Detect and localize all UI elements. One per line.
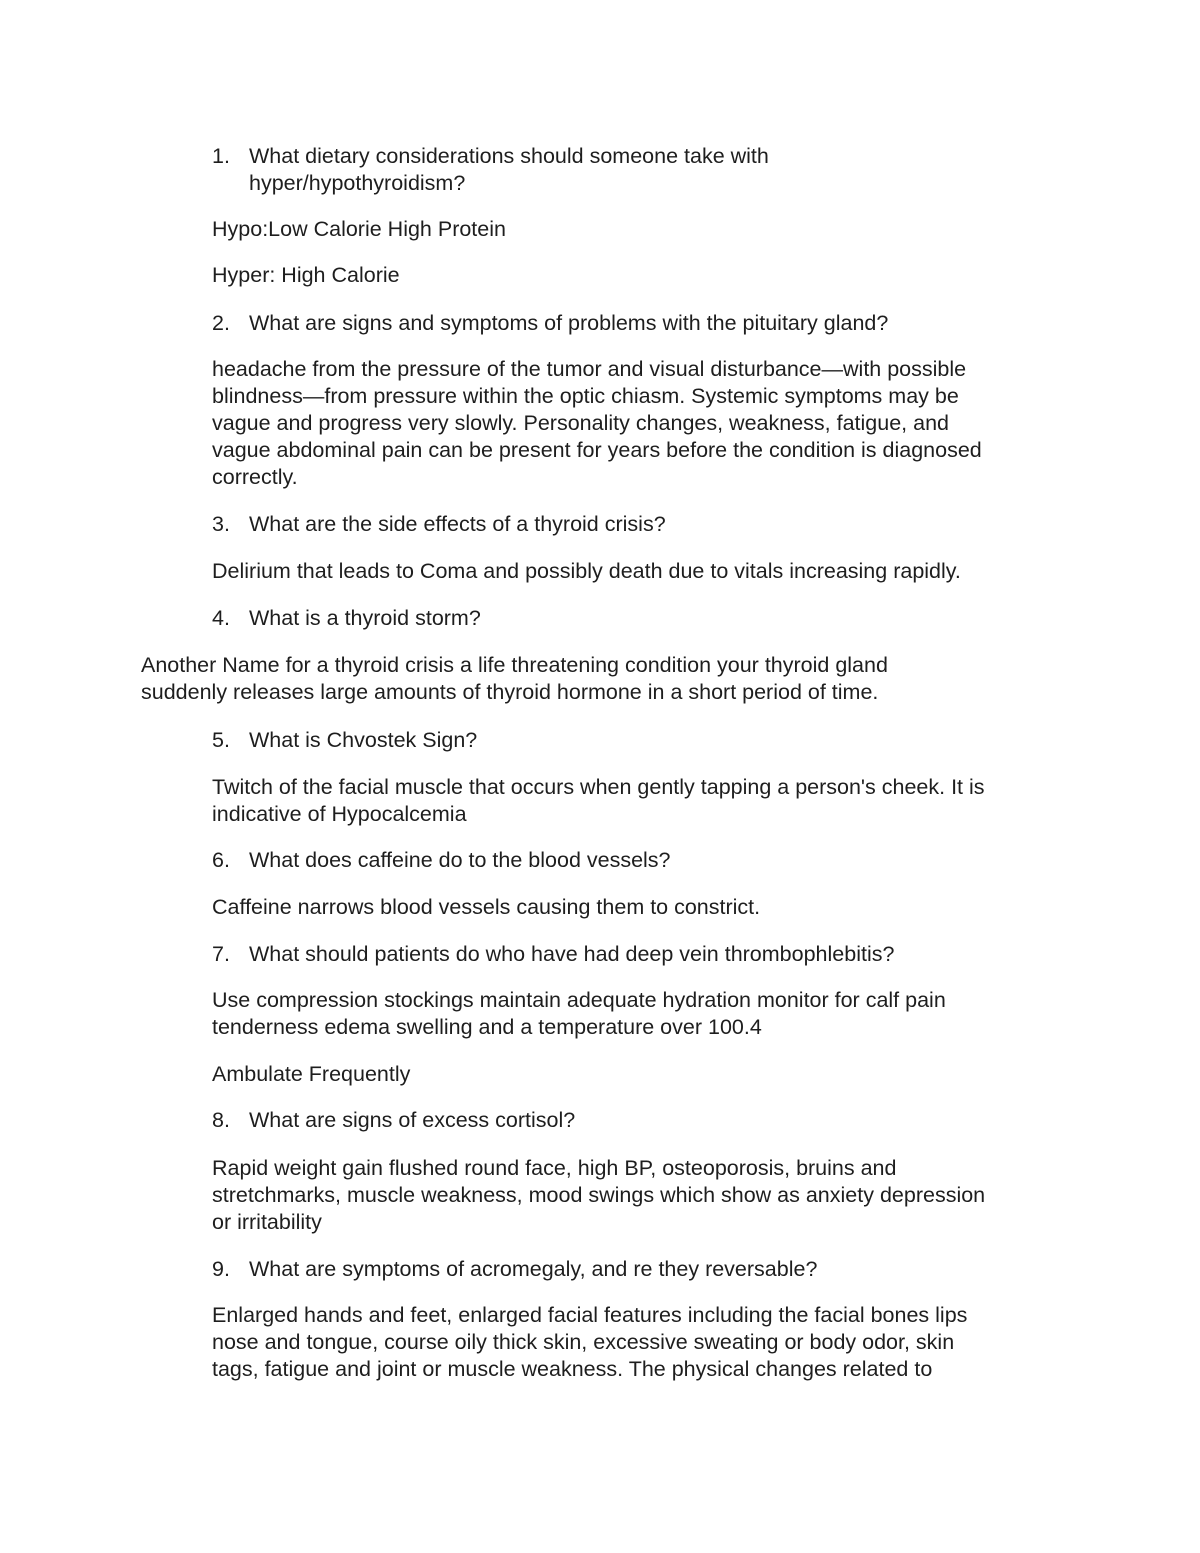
answer-7 (212, 987, 946, 1041)
answer-line: Enlarged hands and feet, enlarged facial features including the facial bones lips (212, 1303, 968, 1327)
question-line: hyper/hypothyroidism? (249, 171, 466, 195)
question-4 (212, 605, 481, 632)
question-2 (212, 310, 888, 337)
answer-line: tenderness edema swelling and a temperature over 100.4 (212, 1015, 762, 1039)
answer-line: stretchmarks, muscle weakness, mood swings which show as anxiety depression (212, 1183, 986, 1207)
answer-7-ambulate: Ambulate Frequently (212, 1062, 411, 1086)
question-text: What is Chvostek Sign? (249, 728, 478, 752)
answer-6: Caffeine narrows blood vessels causing them to constrict. (212, 895, 761, 919)
answer-8 (212, 1155, 985, 1236)
question-text (249, 143, 769, 197)
answer-3: Delirium that leads to Coma and possibly death due to vitals increasing rapidly. (212, 559, 961, 583)
answer-1-hyper: Hyper: High Calorie (212, 263, 400, 287)
question-line: What dietary considerations should someone take with (249, 144, 769, 168)
answer-5 (212, 774, 985, 828)
question-text: What should patients do who have had deep vein thrombophlebitis? (249, 942, 895, 966)
answer-line: headache from the pressure of the tumor and visual disturbance—with possible (212, 357, 967, 381)
question-text: What does caffeine do to the blood vessels? (249, 848, 671, 872)
question-number: 7. (212, 942, 230, 966)
question-6 (212, 847, 671, 874)
answer-9 (212, 1302, 967, 1383)
question-number: 2. (212, 311, 230, 335)
answer-line: correctly. (212, 465, 298, 489)
question-text: What are symptoms of acromegaly, and re they reversable? (249, 1257, 818, 1281)
answer-2 (212, 356, 982, 491)
question-8 (212, 1107, 575, 1134)
question-number: 3. (212, 512, 230, 536)
answer-line: tags, fatigue and joint or muscle weakness. The physical changes related to (212, 1357, 933, 1381)
question-number: 9. (212, 1257, 230, 1281)
question-number: 8. (212, 1108, 230, 1132)
question-text: What are the side effects of a thyroid crisis? (249, 512, 666, 536)
question-text: What is a thyroid storm? (249, 606, 481, 630)
answer-line: Use compression stockings maintain adequate hydration monitor for calf pain (212, 988, 946, 1012)
answer-line: vague and progress very slowly. Personality changes, weakness, fatigue, and (212, 411, 949, 435)
answer-line: or irritability (212, 1210, 322, 1234)
question-3 (212, 511, 666, 538)
answer-4 (141, 652, 888, 706)
question-number: 1. (212, 144, 230, 168)
answer-line: Twitch of the facial muscle that occurs when gently tapping a person's cheek. It is (212, 775, 985, 799)
answer-line: Rapid weight gain flushed round face, high BP, osteoporosis, bruins and (212, 1156, 897, 1180)
question-7 (212, 941, 894, 968)
answer-1-hypo: Hypo:Low Calorie High Protein (212, 217, 506, 241)
answer-line: suddenly releases large amounts of thyroid hormone in a short period of time. (141, 680, 879, 704)
question-number: 5. (212, 728, 230, 752)
answer-line: nose and tongue, course oily thick skin, excessive sweating or body odor, skin (212, 1330, 955, 1354)
question-9 (212, 1256, 817, 1283)
question-number: 6. (212, 848, 230, 872)
question-5 (212, 727, 477, 754)
question-1 (212, 143, 769, 197)
answer-line: indicative of Hypocalcemia (212, 802, 467, 826)
answer-line: blindness—from pressure within the optic chiasm. Systemic symptoms may be (212, 384, 959, 408)
answer-line: Another Name for a thyroid crisis a life threatening condition your thyroid gland (141, 653, 888, 677)
question-text: What are signs of excess cortisol? (249, 1108, 576, 1132)
answer-line: vague abdominal pain can be present for years before the condition is diagnosed (212, 438, 982, 462)
question-number: 4. (212, 606, 230, 630)
question-text: What are signs and symptoms of problems with the pituitary gland? (249, 311, 889, 335)
